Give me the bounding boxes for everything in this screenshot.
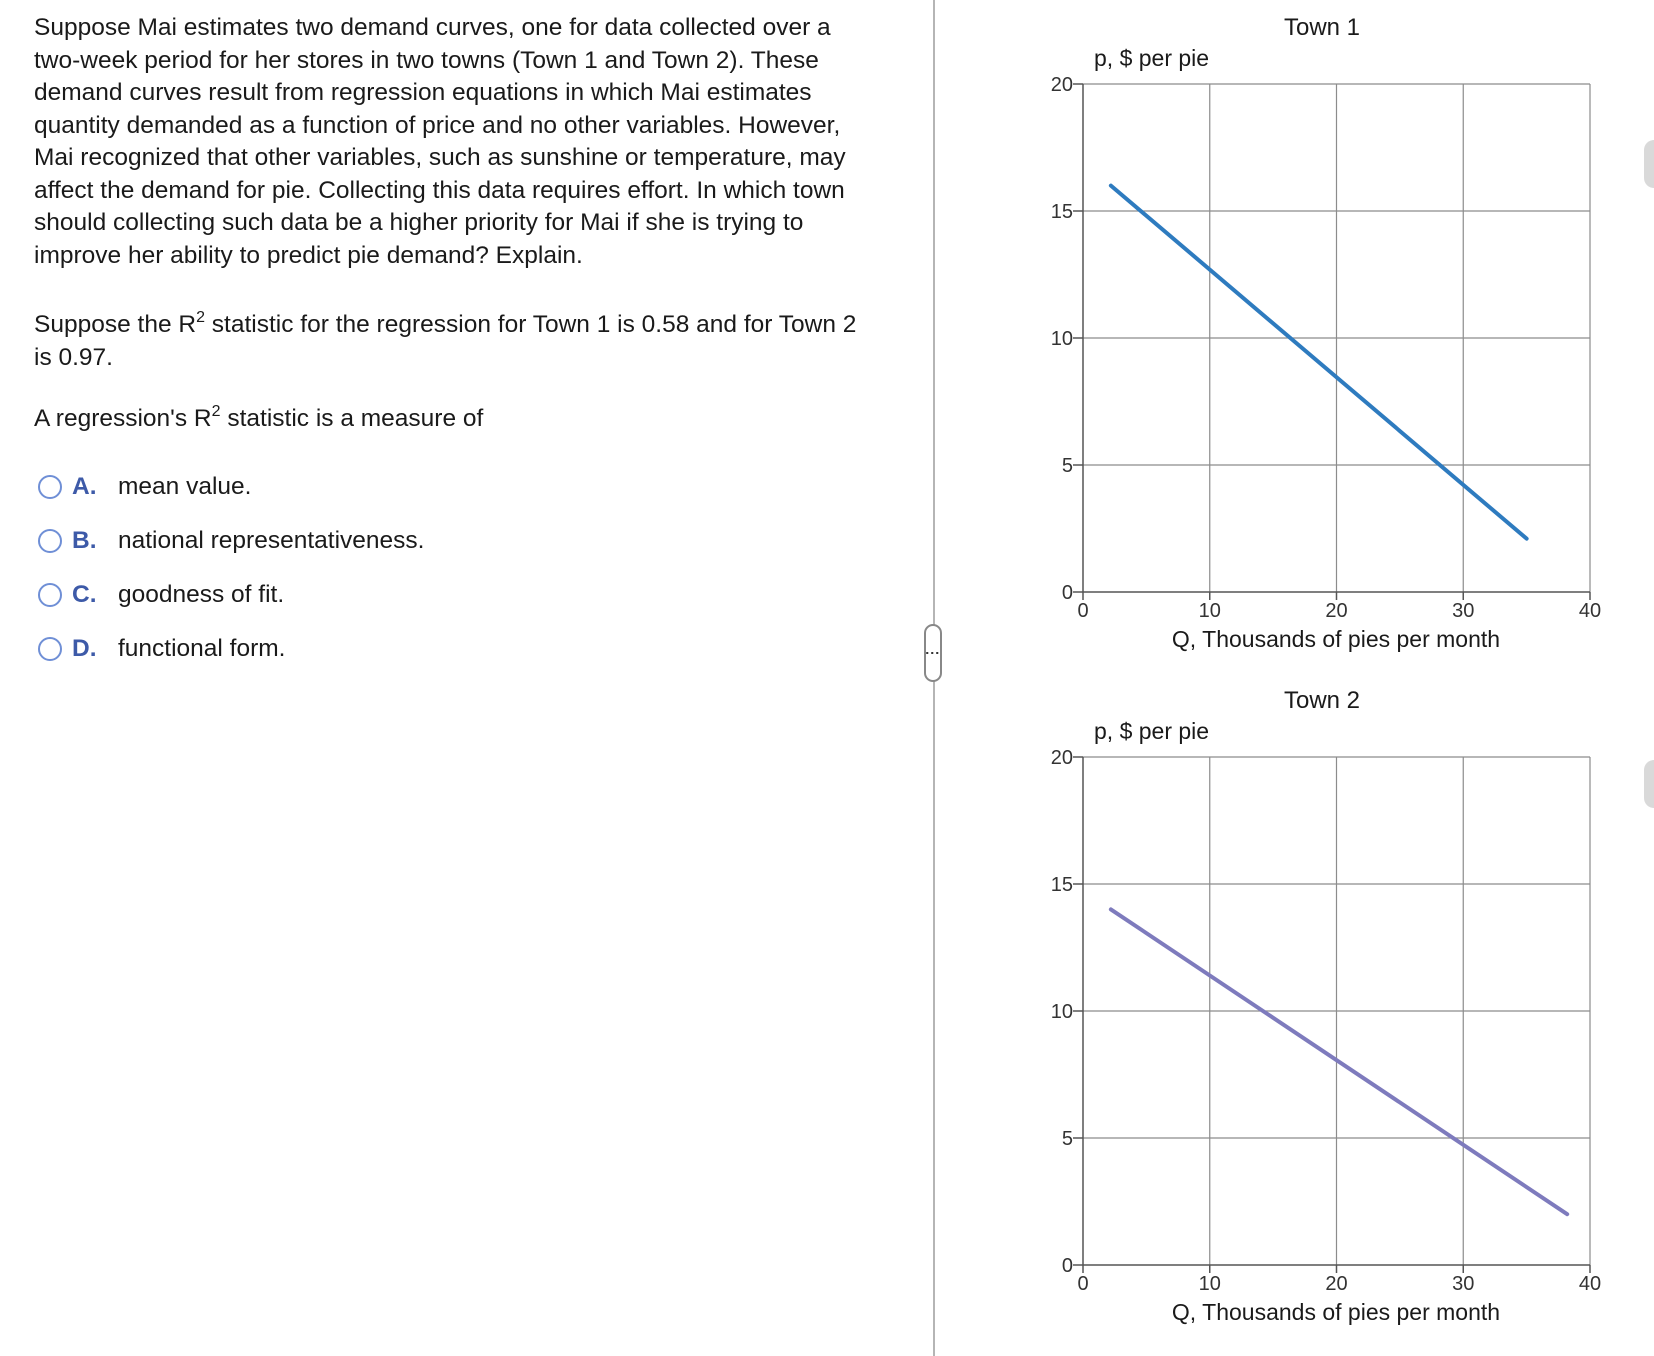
option-d-letter: D. [72, 634, 97, 662]
chart1-y-tick-label: 5 [1061, 455, 1073, 477]
chart2-y-tick-label: 20 [1050, 747, 1073, 769]
drag-handle-icon: ⋮ [925, 646, 941, 660]
measure-superscript: 2 [211, 403, 221, 420]
chart1-y-tick-label: 20 [1050, 74, 1073, 96]
option-c-text: goodness of fit. [118, 580, 285, 608]
chart1-x-tick-label: 30 [1452, 600, 1475, 622]
chart2-x-tick-label: 40 [1578, 1273, 1602, 1295]
chart1-x-tick-label: 40 [1578, 600, 1602, 622]
chart2-title: Town 2 [1283, 687, 1361, 714]
r2-post: statistic for the regression for Town 1 is 0.58 and for Town 2 is 0.97. [34, 311, 857, 371]
chart1-y-tick-label: 0 [1061, 582, 1073, 604]
option-b-letter: B. [72, 526, 97, 554]
chart1-y-tick-label: 10 [1050, 328, 1073, 350]
chart2-y-tick-label: 5 [1061, 1128, 1073, 1150]
chart1-y-axis-label: p, $ per pie [1094, 45, 1210, 71]
chart2-y-tick-label: 0 [1061, 1255, 1073, 1277]
chart1-title: Town 1 [1283, 14, 1361, 41]
question-intro: Suppose Mai estimates two demand curves, one for data collected over a two-week period for her stores in two towns (Town 1 and Town 2). These demand curves result from regression equations in which Mai estimates quantity demanded as a function of price and no other variables. However, Mai recognized that other variables, such as sunshine or temperature, may affect the demand for pie. Collecting this data requires effort. In which town should collecting such data be a higher priority for Mai if she is trying to improve her ability to predict pie demand? Explain. [34, 14, 846, 269]
chart2-y-tick-label: 15 [1050, 874, 1073, 896]
chart2-x-tick-label: 20 [1325, 1273, 1348, 1295]
r2-pre: Suppose the R [34, 311, 197, 338]
chart2-x-tick-label: 10 [1198, 1273, 1221, 1295]
chart1-x-tick-label: 10 [1198, 600, 1221, 622]
measure-post: statistic is a measure of [220, 405, 484, 432]
option-c-letter: C. [72, 580, 97, 608]
option-a-text: mean value. [118, 472, 252, 500]
r2-superscript: 2 [196, 309, 205, 326]
chart2-x-tick-label: 0 [1077, 1273, 1089, 1295]
chart2-demand-line [1111, 909, 1567, 1214]
chart1-demand-line [1111, 186, 1527, 539]
option-d-text: functional form. [118, 634, 286, 662]
chart1-x-axis-label: Q, Thousands of pies per month [1171, 626, 1501, 652]
chart2-y-axis-label: p, $ per pie [1094, 718, 1210, 744]
chart2-x-tick-label: 30 [1452, 1273, 1475, 1295]
chart1-x-tick-label: 20 [1325, 600, 1348, 622]
option-b-text: national representativeness. [118, 526, 425, 554]
chart2-y-tick-label: 10 [1050, 1001, 1073, 1023]
chart1-y-tick-label: 15 [1050, 201, 1073, 223]
measure-pre: A regression's R [34, 405, 212, 432]
chart2-x-axis-label: Q, Thousands of pies per month [1171, 1299, 1501, 1325]
chart1-x-tick-label: 0 [1077, 600, 1089, 622]
option-a-letter: A. [72, 472, 97, 500]
